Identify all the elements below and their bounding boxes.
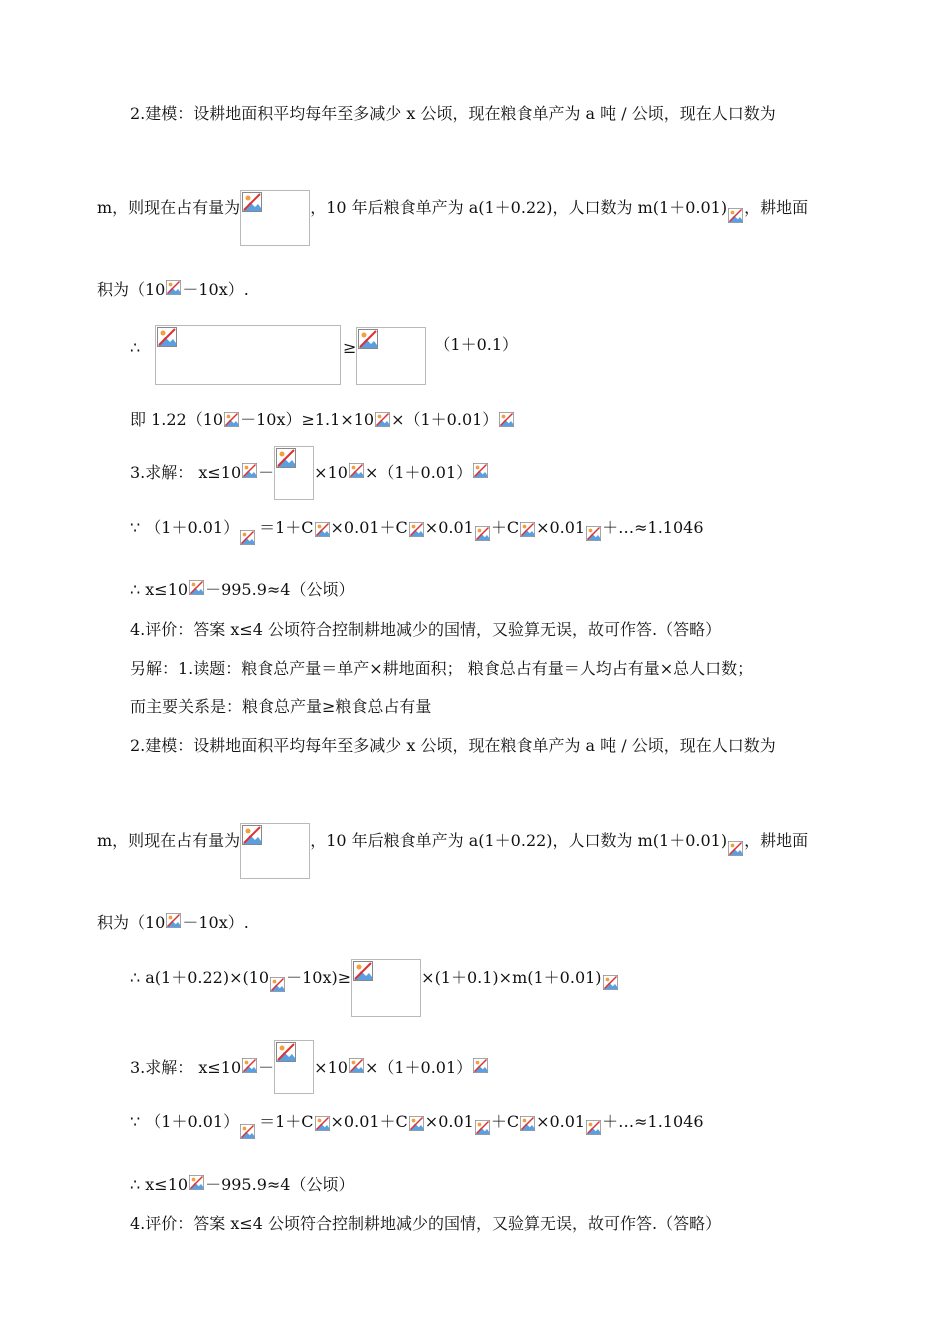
exponent-image xyxy=(474,1118,491,1142)
formula-image xyxy=(351,959,421,1017)
model-line-3 xyxy=(97,280,249,302)
text: 积为（10 xyxy=(97,913,166,932)
text: 而主要关系是：粮食总产量≥粮食总占有量 xyxy=(130,697,432,716)
text: 2.建模：设耕地面积平均每年至多减少 x 公顷，现在粮食单产为 a 吨 / 公顷，现在人口数为 xyxy=(130,104,776,123)
text: － xyxy=(258,1058,275,1077)
exponent-image xyxy=(223,410,240,434)
model-line-2 xyxy=(97,823,808,879)
broken-image-icon xyxy=(409,521,424,538)
broken-image-icon xyxy=(242,825,262,845)
broken-image-icon xyxy=(520,1115,535,1132)
model-line-3 xyxy=(97,913,249,935)
text: 3.求解： x≤10 xyxy=(130,1058,242,1077)
because-line xyxy=(130,518,704,552)
broken-image-icon xyxy=(242,192,262,212)
text: （1＋0.1） xyxy=(434,335,519,354)
text: ×0.01 xyxy=(424,1112,474,1131)
broken-image-icon xyxy=(242,462,257,479)
combination-image xyxy=(408,520,425,552)
evaluate-line xyxy=(130,1214,721,1234)
text: ≥ xyxy=(343,338,357,357)
broken-image-icon xyxy=(166,279,181,296)
broken-image-icon xyxy=(728,207,743,224)
text: ×0.01＋C xyxy=(330,1112,408,1131)
exponent-image xyxy=(498,410,518,434)
text: ∴ x≤10 xyxy=(130,1175,189,1194)
evaluate-line xyxy=(130,620,721,640)
combination-image xyxy=(314,520,331,552)
broken-image-icon xyxy=(586,525,601,542)
text: －10x）≥1.1×10 xyxy=(240,410,375,429)
broken-image-icon xyxy=(276,1042,296,1062)
exponent-image xyxy=(188,578,205,602)
text: － xyxy=(258,463,275,482)
text: ＋…≈1.1046 xyxy=(602,518,704,537)
exponent-image xyxy=(188,1173,205,1197)
text: －995.9≈4（公顷） xyxy=(205,580,355,599)
broken-image-icon xyxy=(242,1057,257,1074)
combination-image xyxy=(408,1114,425,1146)
text: －10x）. xyxy=(182,280,249,299)
broken-image-icon xyxy=(276,448,296,468)
exponent-image xyxy=(269,975,286,999)
broken-image-icon xyxy=(157,327,177,347)
text: ，耕地面 xyxy=(744,831,809,850)
text: 积为（10 xyxy=(97,280,166,299)
text: 4.评价：答案 x≤4 公顷符合控制耕地减少的国情，又验算无误，故可作答.（答略） xyxy=(130,1214,722,1233)
text: ×10 xyxy=(314,1058,348,1077)
text: －995.9≈4（公顷） xyxy=(205,1175,355,1194)
formula-image xyxy=(274,1040,314,1094)
text: ＋…≈1.1046 xyxy=(602,1112,704,1131)
text: ×0.01 xyxy=(424,518,474,537)
exponent-image xyxy=(241,1056,258,1080)
text: ∴ x≤10 xyxy=(130,580,189,599)
formula-image xyxy=(240,190,310,246)
text: ×0.01 xyxy=(536,518,586,537)
text: ∵ （1＋0.01） xyxy=(130,518,240,537)
solve-line xyxy=(130,446,492,500)
broken-image-icon xyxy=(349,462,364,479)
exponent-image xyxy=(241,461,258,485)
broken-image-icon xyxy=(475,525,490,542)
model-line-2 xyxy=(97,190,808,246)
text: ×（1＋0.01） xyxy=(364,1058,473,1077)
broken-image-icon xyxy=(586,1119,601,1136)
broken-image-icon xyxy=(166,912,181,929)
solve-line xyxy=(130,1040,492,1094)
exponent-image xyxy=(239,1122,259,1146)
broken-image-icon xyxy=(475,1119,490,1136)
formula-image xyxy=(240,823,310,879)
therefore-line xyxy=(130,325,518,385)
because-line xyxy=(130,1112,704,1146)
broken-image-icon xyxy=(473,462,488,479)
text: ，10 年后粮食单产为 a(1＋0.22)，人口数为 m(1＋0.01) xyxy=(310,831,728,850)
exponent-image xyxy=(727,206,744,230)
therefore-line xyxy=(130,959,622,1017)
broken-image-icon xyxy=(409,1115,424,1132)
broken-image-icon xyxy=(189,1174,204,1191)
text: ×0.01 xyxy=(536,1112,586,1131)
alt-relation-line xyxy=(130,697,431,717)
text: ，耕地面 xyxy=(744,198,809,217)
text: ∵ （1＋0.01） xyxy=(130,1112,240,1131)
exponent-image xyxy=(374,410,391,434)
text: －10x）. xyxy=(182,913,249,932)
exponent-image xyxy=(585,524,602,548)
broken-image-icon xyxy=(603,974,618,991)
formula-image xyxy=(155,325,341,385)
text: ＝1＋C xyxy=(259,518,314,537)
exponent-image xyxy=(165,911,182,935)
broken-image-icon xyxy=(349,1057,364,1074)
formula-image xyxy=(356,327,426,385)
exponent-image xyxy=(239,528,259,552)
broken-image-icon xyxy=(240,1123,255,1140)
text: ×10 xyxy=(314,463,348,482)
text: 即 1.22（10 xyxy=(130,410,224,429)
broken-image-icon xyxy=(224,411,239,428)
broken-image-icon xyxy=(375,411,390,428)
text: ×(1＋0.1)×m(1＋0.01) xyxy=(421,968,602,987)
text: ＋C xyxy=(490,1112,520,1131)
broken-image-icon xyxy=(315,1115,330,1132)
text: ×0.01＋C xyxy=(330,518,408,537)
alt-read-line xyxy=(130,659,753,679)
model-line-1 xyxy=(130,736,776,756)
exponent-image xyxy=(474,524,491,548)
broken-image-icon xyxy=(358,329,378,349)
exponent-image xyxy=(348,461,365,485)
combination-image xyxy=(519,520,536,552)
text: 4.评价：答案 x≤4 公顷符合控制耕地减少的国情，又验算无误，故可作答.（答略） xyxy=(130,620,722,639)
broken-image-icon xyxy=(473,1057,488,1074)
text: ×（1＋0.01） xyxy=(391,410,499,429)
text: ×（1＋0.01） xyxy=(364,463,473,482)
exponent-image xyxy=(602,973,622,997)
text: m，则现在占有量为 xyxy=(97,198,241,217)
exponent-image xyxy=(727,839,744,863)
text: －10x)≥ xyxy=(286,968,352,987)
broken-image-icon xyxy=(520,521,535,538)
broken-image-icon xyxy=(240,529,255,546)
broken-image-icon xyxy=(728,840,743,857)
model-line-1 xyxy=(130,104,776,124)
text: ，10 年后粮食单产为 a(1＋0.22)，人口数为 m(1＋0.01) xyxy=(310,198,728,217)
broken-image-icon xyxy=(499,411,514,428)
combination-image xyxy=(519,1114,536,1146)
ie-line xyxy=(130,410,518,434)
text: m，则现在占有量为 xyxy=(97,831,241,850)
exponent-image xyxy=(472,1056,492,1080)
text: 3.求解： x≤10 xyxy=(130,463,242,482)
text: 2.建模：设耕地面积平均每年至多减少 x 公顷，现在粮食单产为 a 吨 / 公顷，现在人口数为 xyxy=(130,736,776,755)
broken-image-icon xyxy=(270,976,285,993)
exponent-image xyxy=(472,461,492,485)
text: ＝1＋C xyxy=(259,1112,314,1131)
broken-image-icon xyxy=(189,579,204,596)
exponent-image xyxy=(585,1118,602,1142)
exponent-image xyxy=(348,1056,365,1080)
result-line xyxy=(130,1175,354,1197)
exponent-image xyxy=(165,278,182,302)
text: ∴ xyxy=(130,338,141,357)
formula-image xyxy=(274,446,314,500)
text: ∴ a(1＋0.22)×(10 xyxy=(130,968,270,987)
broken-image-icon xyxy=(315,521,330,538)
combination-image xyxy=(314,1114,331,1146)
text: 另解：1.读题：粮食总产量＝单产×耕地面积； 粮食总占有量＝人均占有量×总人口数； xyxy=(130,659,754,678)
broken-image-icon xyxy=(353,961,373,981)
text: ＋C xyxy=(490,518,520,537)
result-line xyxy=(130,580,354,602)
